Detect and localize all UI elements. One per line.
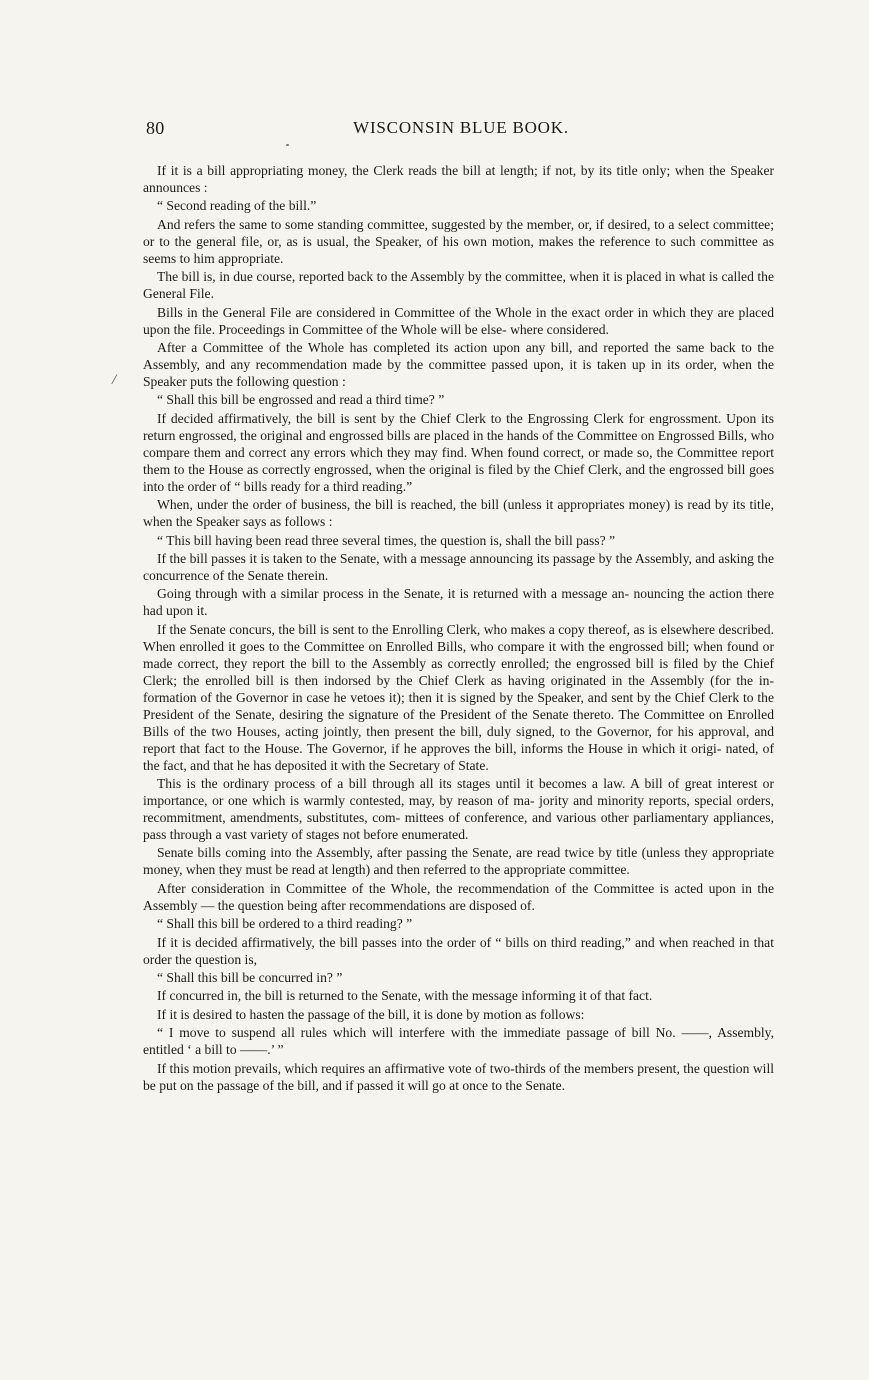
book-title: WISCONSIN BLUE BOOK. [353, 118, 569, 137]
paragraph-senate-process: Going through with a similar process in the Senate, it is returned with a message an- nouncing the action there had upon it. [143, 586, 774, 619]
quote-engrossed: “ Shall this bill be engrossed and read a third time? ” [157, 392, 445, 408]
paragraph-hasten: If it is desired to hasten the passage of the bill, it is done by motion as follows: [157, 1006, 585, 1022]
running-header [146, 118, 776, 142]
paragraph-ordinary-process: This is the ordinary process of a bill through all its stages until it becomes a law. A bill of great interest or importance, or one which is warmly contested, may, by reason of ma- jority and minority reports, special orders, recommitment, amendments, substitutes, com- mittees of conference, and various other parliamentary appliances, pass through a vast variety of stages not before enumerated. [143, 776, 774, 843]
quote-concurred: “ Shall this bill be concurred in? ” [157, 970, 343, 986]
quote-bill-pass: “ This bill having been read three several times, the question is, shall the bill pass? ” [157, 532, 616, 548]
paragraph-to-senate: If the bill passes it is taken to the Senate, with a message announcing its passage by the Assembly, and asking the concurrence of the Senate therein. [143, 550, 774, 583]
paragraph-committee-referral: And refers the same to some standing committee, suggested by the member, or, if desired, to a select committee; or to the general file, or, as is usual, the Speaker, of his own motion, makes the reference to such committee as seems to him appropriate. [143, 216, 774, 266]
paragraph-committee-of-whole: Bills in the General File are considered in Committee of the Whole in the exact order in which they are placed upon the file. Proceedings in Committee of the Whole will be else- where considered. [143, 304, 774, 337]
paragraph-concurred-in: If concurred in, the bill is returned to the Senate, with the message informing it of that fact. [157, 988, 653, 1004]
paragraph-appropriation: If it is a bill appropriating money, the Clerk reads the bill at length; if not, by its title only; when the Speaker announces : [143, 163, 774, 195]
page-number: 80 [146, 118, 165, 138]
quote-third-reading: “ Shall this bill be ordered to a third reading? ” [157, 916, 413, 932]
quote-second-reading: “ Second reading of the bill.” [157, 198, 317, 214]
paragraph-senate-bills: Senate bills coming into the Assembly, after passing the Senate, are read twice by title (unless they appropriate money, when they must be read at length) and then referred to the appropriate committee. [143, 845, 774, 878]
paragraph-engrossing: If decided affirmatively, the bill is sent by the Chief Clerk to the Engrossing Clerk for engrossment. Upon its return engrossed, the original and engrossed bills are placed in the hands of the Committee on Engrossed Bills, who compare them and correct any errors which they may find. When found correct, or made so, the Committee report them to the House as correctly engrossed, when the original is filed by the Chief Clerk, and the engrossed bill goes into the order of “ bills ready for a third reading.” [143, 410, 774, 494]
paragraph-after-committee: After a Committee of the Whole has completed its action upon any bill, and reported the same back to the Assembly, and any recommendation made by the committee passed upon, it is taken up in its order, when the Speaker puts the following question : [143, 339, 774, 389]
paragraph-general-file: The bill is, in due course, reported back to the Assembly by the committee, when it is placed in what is called the General File. [143, 269, 774, 302]
margin-pencil-mark: / [112, 372, 117, 388]
paragraph-enrolling: If the Senate concurs, the bill is sent to the Enrolling Clerk, who makes a copy thereof, as is elsewhere described. When enrolled it goes to the Committee on Enrolled Bills, who compare it with the engrossed bill; when found or made correct, they report the bill to the Assembly as correctly enrolled; the engrossed bill is filed by the Chief Clerk; the enrolled bill is then indorsed by the Chief Clerk as having originated in the Assembly (for the in- formation of the Governor in case he vetoes it); then it is signed by the Speaker, and sent by the Chief Clerk to the President of the Senate, desiring the signature of the President of the Senate thereto. The Committee on Enrolled Bills of the two Houses, acting jointly, then present the bill, duly signed, to the Governor, for his approval, and report that fact to the House. The Governor, if he approves the bill, informs the House in which it origi- nated, of the fact, and that he has deposited it with the Secretary of State. [143, 621, 774, 773]
quote-suspend-rules: “ I move to suspend all rules which will interfere with the immediate passage of bill No. ——, Assembly, entitled ‘ a bill to ——.’ ” [143, 1025, 774, 1058]
paragraph-decided-affirmatively: If it is decided affirmatively, the bill passes into the order of “ bills on third reading,” and when reached in that order the question is, [143, 934, 774, 967]
paragraph-order-of-business: When, under the order of business, the bill is reached, the bill (unless it appropriates money) is read by its title, when the Speaker says as follows : [143, 497, 774, 530]
body-text [143, 162, 774, 1095]
ink-speck [286, 144, 289, 146]
paragraph-motion-prevails: If this motion prevails, which requires an affirmative vote of two-thirds of the members present, the question will be put on the passage of the bill, and if passed it will go at once to the Senate. [143, 1060, 774, 1093]
paragraph-consideration: After consideration in Committee of the Whole, the recommendation of the Committee is acted upon in the Assembly — the question being after recommendations are disposed of. [143, 880, 774, 913]
